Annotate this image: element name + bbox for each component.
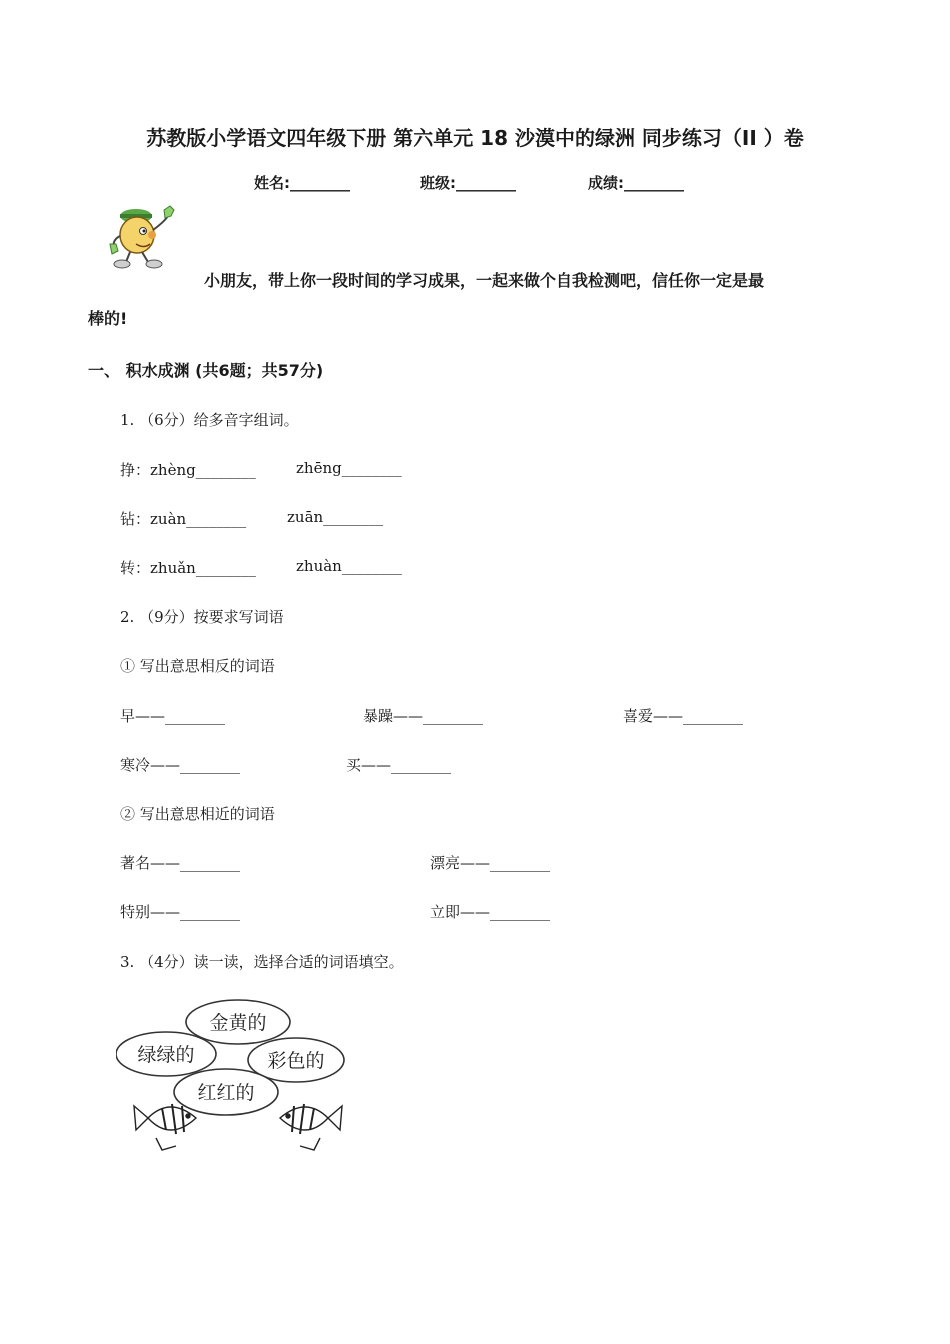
question-2-stem: 2. （9分）按要求写词语 [120,608,284,626]
synonym-item: 漂亮——________ [430,854,551,872]
score-field: 成绩:________ [588,174,684,192]
fish-left-icon [134,1104,196,1150]
q1-row3-b: zhuàn________ [296,557,402,575]
mascot-illustration [106,204,190,270]
intro-line-1: 小朋友，带上你一段时间的学习成果，一起来做个自我检测吧，信任你一定是最 [204,271,765,290]
bubble-label: 彩色的 [267,1050,325,1072]
q1-row3-a: 转：zhuǎn________ [120,559,256,577]
bubble-label: 红红的 [197,1082,255,1104]
q1-row1-a: 挣：zhèng________ [120,461,256,479]
bubble-label: 金黄的 [209,1012,267,1034]
synonym-item: 著名——________ [120,854,241,872]
antonym-item: 早——________ [120,707,226,725]
name-field: 姓名:________ [254,174,350,192]
antonym-item: 寒冷——________ [120,756,241,774]
synonym-item: 立即——________ [430,903,551,921]
question-1-stem: 1. （6分）给多音字组词。 [120,411,299,429]
q1-row2-a: 钻：zuàn________ [120,510,247,528]
antonym-item: 买——________ [346,756,452,774]
q2-part-1: ① 写出意思相反的词语 [120,657,275,675]
antonym-item: 暴躁——________ [363,707,484,725]
question-3-stem: 3. （4分）读一读，选择合适的词语填空。 [120,953,404,971]
q1-row2-b: zuān________ [287,508,384,526]
class-field: 班级:________ [420,174,516,192]
q1-row1-b: zhēng________ [296,459,402,477]
intro-line-2: 棒的! [88,309,128,328]
word-bubbles-illustration [116,996,356,1160]
q2-part-2: ② 写出意思相近的词语 [120,805,275,823]
page-title: 苏教版小学语文四年级下册 第六单元 18 沙漠中的绿洲 同步练习（II ）卷 [146,126,804,150]
section-heading: 一、 积水成渊 (共6题；共57分) [88,361,324,380]
antonym-item: 喜爱——________ [623,707,744,725]
bubble-label: 绿绿的 [137,1044,195,1066]
synonym-item: 特别——________ [120,903,241,921]
fish-right-icon [280,1104,342,1150]
